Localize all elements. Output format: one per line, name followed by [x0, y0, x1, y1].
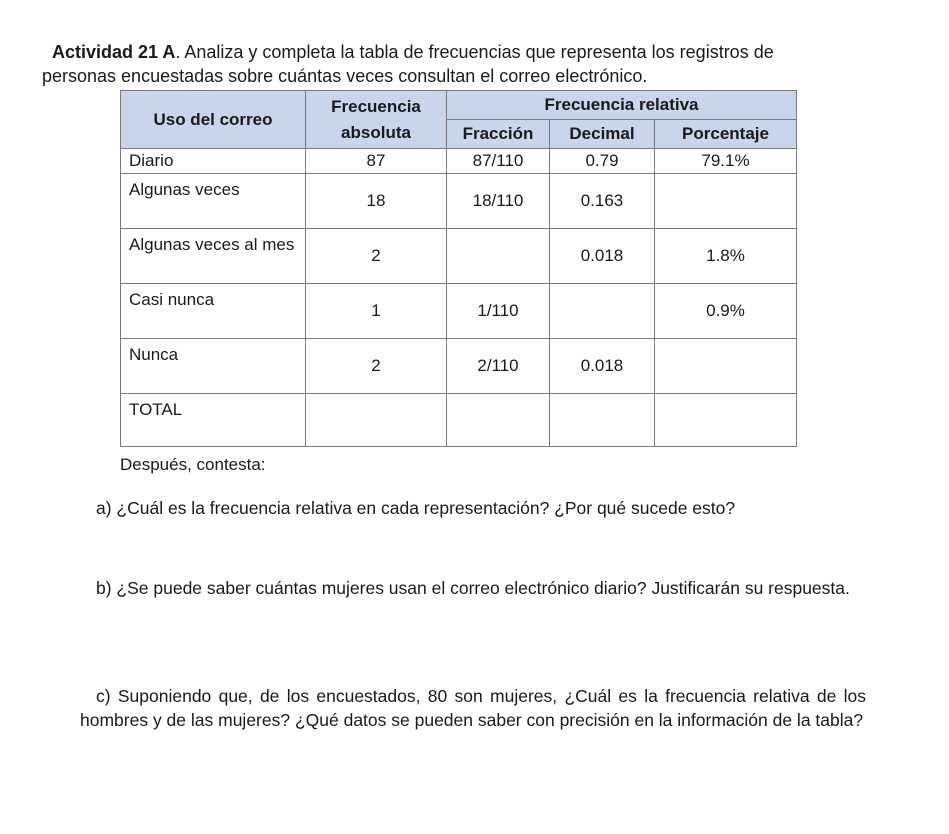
table-row-total — [121, 394, 797, 447]
cell-porcentaje — [655, 174, 797, 229]
cell-fraccion: 1/110 — [447, 284, 550, 339]
instruction-text-line1: . Analiza y completa la tabla de frecuencias que representa los registros de — [175, 42, 774, 62]
header-decimal: Decimal — [550, 120, 655, 149]
cell-porcentaje: 79.1% — [655, 149, 797, 174]
cell-porcentaje — [655, 339, 797, 394]
cell-decimal: 0.018 — [550, 229, 655, 284]
cell-decimal — [550, 284, 655, 339]
cell-decimal — [550, 394, 655, 447]
cell-absoluta — [306, 394, 447, 447]
question-c-text: c) Suponiendo que, de los encuestados, 80 son mujeres, ¿Cuál es la frecuencia relativa de los hombres y de las mujeres? ¿Qué datos se pueden saber con precisión en la información de la tabla? — [80, 686, 866, 730]
header-porcentaje: Porcentaje — [655, 120, 797, 149]
cell-porcentaje: 0.9% — [655, 284, 797, 339]
row-label: Diario — [121, 149, 306, 174]
header-frecuencia-absoluta: Frecuencia absoluta — [306, 91, 447, 149]
row-label: Casi nunca — [121, 284, 306, 339]
cell-absoluta: 2 — [306, 229, 447, 284]
cell-decimal: 0.163 — [550, 174, 655, 229]
cell-porcentaje: 1.8% — [655, 229, 797, 284]
cell-fraccion — [447, 229, 550, 284]
header-frecuencia-relativa: Frecuencia relativa — [447, 91, 797, 120]
cell-absoluta: 2 — [306, 339, 447, 394]
cell-decimal: 0.79 — [550, 149, 655, 174]
instruction-text-line2: personas encuestadas sobre cuántas veces consultan el correo electrónico. — [42, 66, 648, 86]
after-label: Después, contesta: — [120, 455, 266, 474]
cell-absoluta: 87 — [306, 149, 447, 174]
cell-fraccion: 87/110 — [447, 149, 550, 174]
question-b — [80, 576, 866, 600]
cell-fraccion — [447, 394, 550, 447]
table-row — [121, 174, 797, 229]
question-c — [80, 684, 866, 732]
table-row — [121, 149, 797, 174]
cell-fraccion: 18/110 — [447, 174, 550, 229]
table-row — [121, 229, 797, 284]
question-a: a) ¿Cuál es la frecuencia relativa en cada representación? ¿Por qué sucede esto? — [96, 498, 736, 518]
cell-absoluta: 1 — [306, 284, 447, 339]
question-b-text: b) ¿Se puede saber cuántas mujeres usan el correo electrónico diario? Justificarán su respuesta. — [96, 578, 850, 598]
row-label: Algunas veces — [121, 174, 306, 229]
header-uso: Uso del correo — [121, 91, 306, 149]
activity-instructions — [42, 40, 872, 88]
row-label: Algunas veces al mes — [121, 229, 306, 284]
table-row — [121, 339, 797, 394]
activity-label: Actividad 21 A — [52, 42, 176, 62]
header-fraccion: Fracción — [447, 120, 550, 149]
cell-porcentaje — [655, 394, 797, 447]
table-row — [121, 284, 797, 339]
cell-fraccion: 2/110 — [447, 339, 550, 394]
cell-decimal: 0.018 — [550, 339, 655, 394]
row-label: Nunca — [121, 339, 306, 394]
row-label-total: TOTAL — [121, 394, 306, 447]
cell-absoluta: 18 — [306, 174, 447, 229]
frequency-table — [120, 90, 797, 447]
